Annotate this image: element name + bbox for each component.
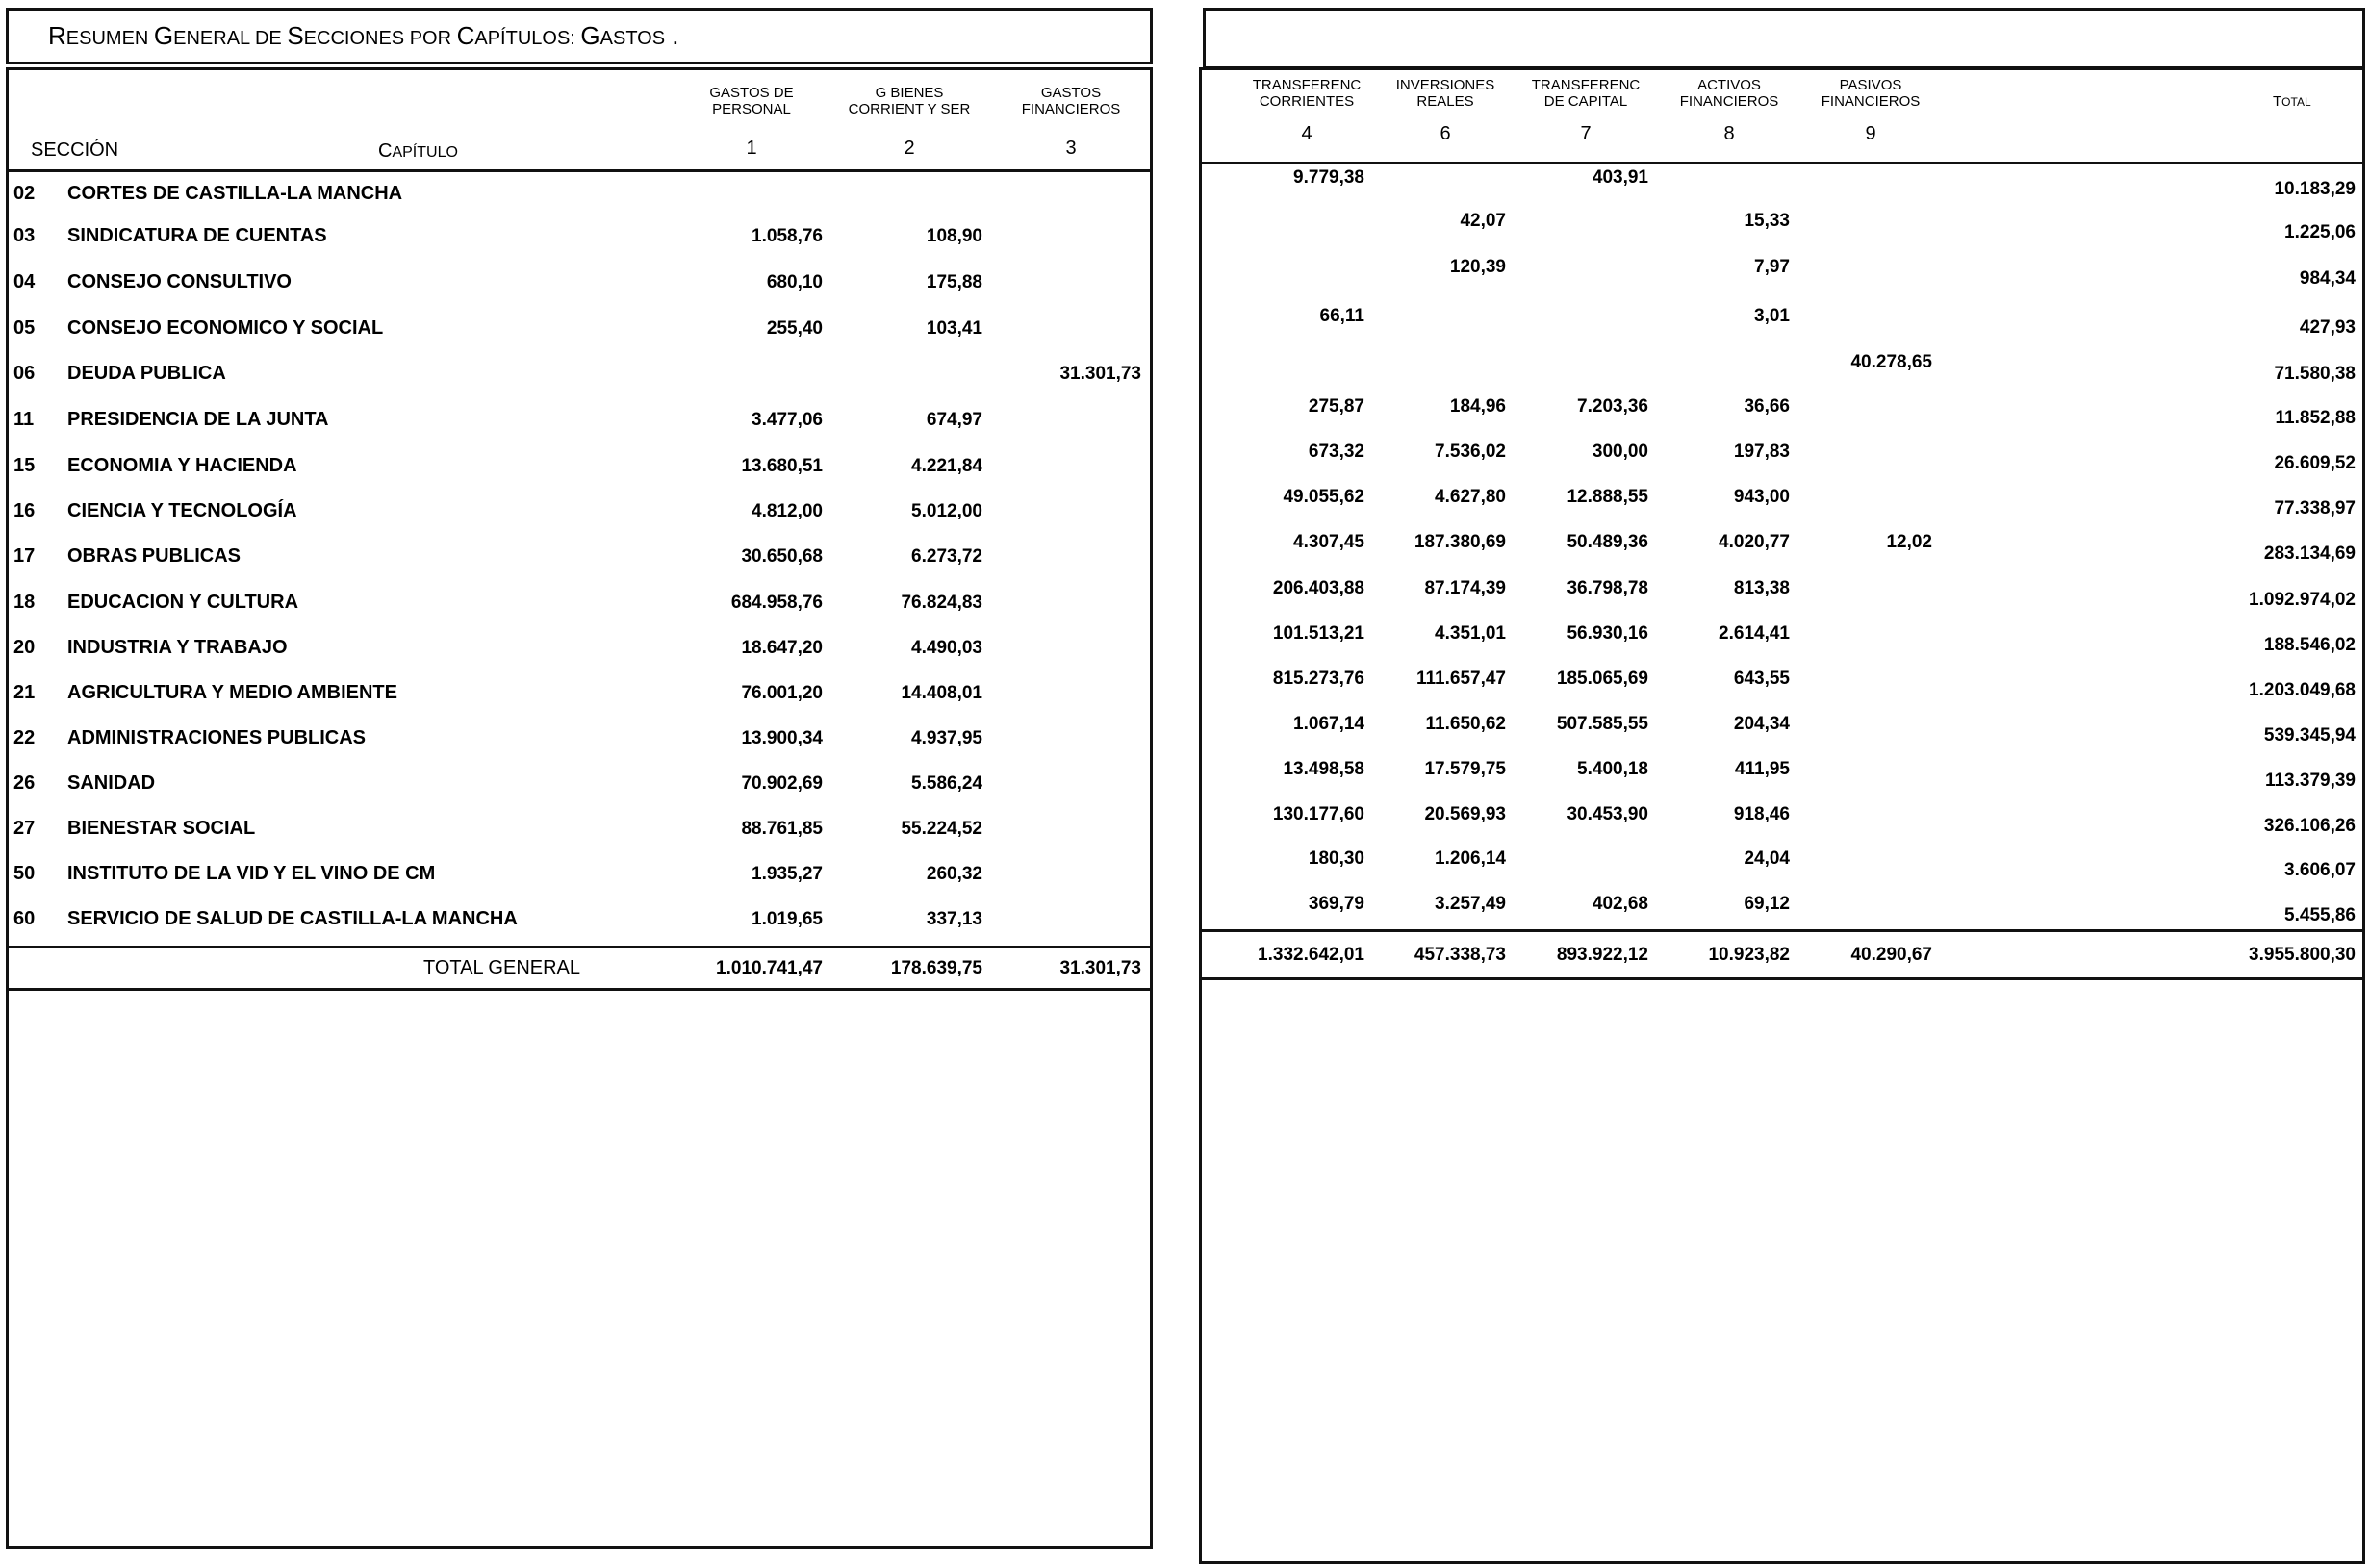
cell-value: 17.579,75 [1424,759,1506,779]
section-code: 22 [13,727,36,748]
cell-value: 13.680,51 [741,456,823,476]
row-total: 188.546,02 [2263,635,2356,655]
total-value: 457.338,73 [1414,945,1506,965]
cell-value: 918,46 [1733,804,1790,824]
cell-value: 42,07 [1460,211,1506,231]
title-part: C [456,21,475,50]
section-code: 03 [13,225,36,246]
cell-value: 260,32 [926,864,982,884]
cell-value: 674,97 [926,410,982,430]
section-name: OBRAS PUBLICAS [67,545,242,567]
cell-value: 943,00 [1733,487,1790,507]
total-header-initial: T [2273,93,2282,110]
cell-value: 55.224,52 [901,819,982,839]
title-part: R [48,21,66,50]
cell-value: 18.647,20 [741,638,823,658]
cell-value: 4.937,95 [911,728,982,748]
cell-value: 31.301,73 [1059,364,1141,384]
section-code: 15 [13,455,36,476]
section-name: DEUDA PUBLICA [67,363,226,384]
row-total: 11.852,88 [2275,408,2356,428]
row-total: 71.580,38 [2274,364,2356,384]
section-name: CORTES DE CASTILLA-LA MANCHA [67,183,403,204]
column-header-number: 8 [1723,123,1735,144]
column-header-number: 7 [1580,123,1592,144]
column-header-label: PASIVOS FINANCIEROS [1821,77,1921,110]
row-total: 113.379,39 [2264,771,2356,791]
right-body-divider-top [1199,929,2365,932]
column-header-label: GASTOS DE PERSONAL [709,85,794,117]
section-code: 18 [13,592,36,613]
cell-value: 680,10 [766,272,823,292]
row-total: 283.134,69 [2263,544,2356,564]
cell-value: 4.351,01 [1435,623,1506,644]
cell-value: 14.408,01 [901,683,982,703]
cell-value: 684.958,76 [730,593,823,613]
section-name: ADMINISTRACIONES PUBLICAS [67,727,367,748]
cell-value: 7.536,02 [1435,442,1506,462]
cell-value: 5.400,18 [1577,759,1648,779]
cell-value: 185.065,69 [1556,669,1648,689]
title-part: . [665,21,679,50]
title-part: APÍTULOS: [474,28,581,49]
section-name: ECONOMIA Y HACIENDA [67,455,297,476]
section-code: 50 [13,863,36,884]
row-total: 326.106,26 [2263,816,2356,836]
cell-value: 13.900,34 [741,728,823,748]
title-part: ENERAL DE [173,28,288,49]
cell-value: 101.513,21 [1272,623,1364,644]
title-part: ESUMEN [65,28,154,49]
total-general-label: TOTAL GENERAL [423,957,581,978]
section-name: SERVICIO DE SALUD DE CASTILLA-LA MANCHA [67,908,518,929]
cell-value: 24,04 [1744,848,1790,869]
cell-value: 5.012,00 [911,501,982,521]
cell-value: 88.761,85 [741,819,823,839]
cell-value: 3.477,06 [752,410,823,430]
cell-value: 643,55 [1733,669,1790,689]
column-header-number: 6 [1440,123,1451,144]
cell-value: 1.206,14 [1435,848,1506,869]
title-part: G [580,21,600,50]
column-header-number: 3 [1065,138,1077,159]
cell-value: 69,12 [1744,894,1790,914]
column-header-label: TRANSFERENC CORRIENTES [1252,77,1362,110]
section-code: 17 [13,545,36,567]
section-code: 04 [13,271,36,292]
column-header-label: ACTIVOS FINANCIEROS [1679,77,1779,110]
total-value: 10.923,82 [1708,945,1790,965]
section-code: 26 [13,772,36,794]
total-header-rest: OTAL [2281,95,2311,109]
cell-value: 337,13 [926,909,982,929]
cell-value: 12.888,55 [1567,487,1648,507]
section-name: INDUSTRIA Y TRABAJO [67,637,288,658]
row-total: 5.455,86 [2284,905,2356,925]
section-code: 11 [13,409,35,430]
cell-value: 87.174,39 [1424,578,1506,598]
cell-value: 7.203,36 [1577,396,1648,417]
section-name: CIENCIA Y TECNOLOGÍA [67,500,297,521]
section-name: SINDICATURA DE CUENTAS [67,225,327,246]
page-title [48,21,679,51]
cell-value: 507.585,55 [1556,714,1648,734]
total-column-header [2273,93,2311,111]
cell-value: 49.055,62 [1283,487,1364,507]
section-code: 16 [13,500,36,521]
cell-value: 40.278,65 [1850,352,1932,372]
column-header-number: 1 [746,138,757,159]
cell-value: 180,30 [1308,848,1364,869]
column-header-number: 4 [1301,123,1312,144]
section-code: 21 [13,682,36,703]
total-value: 31.301,73 [1059,958,1141,978]
column-header-label: INVERSIONES REALES [1395,77,1495,110]
column-header-number: 2 [904,138,915,159]
cell-value: 70.902,69 [741,773,823,794]
cell-value: 20.569,93 [1424,804,1506,824]
cell-value: 255,40 [766,318,823,339]
cell-value: 103,41 [926,318,982,339]
cell-value: 3,01 [1754,306,1790,326]
cell-value: 402,68 [1592,894,1648,914]
capitulo-header-rest: APÍTULO [392,144,458,161]
column-header-label: TRANSFERENC DE CAPITAL [1531,77,1641,110]
cell-value: 2.614,41 [1719,623,1790,644]
cell-value: 66,11 [1319,306,1364,326]
cell-value: 120,39 [1449,257,1506,277]
cell-value: 1.935,27 [752,864,823,884]
title-part: ECCIONES POR [303,28,457,49]
row-total: 539.345,94 [2263,725,2356,746]
cell-value: 300,00 [1592,442,1648,462]
row-total: 10.183,29 [2274,179,2356,199]
total-value: 3.955.800,30 [2249,945,2356,965]
cell-value: 111.657,47 [1416,669,1506,689]
cell-value: 4.627,80 [1435,487,1506,507]
cell-value: 15,33 [1744,211,1790,231]
cell-value: 197,83 [1733,442,1790,462]
cell-value: 4.490,03 [911,638,982,658]
cell-value: 12,02 [1886,532,1932,552]
cell-value: 13.498,58 [1283,759,1364,779]
cell-value: 187.380,69 [1414,532,1506,552]
cell-value: 4.221,84 [911,456,982,476]
section-name: CONSEJO CONSULTIVO [67,271,292,292]
title-part: G [153,21,174,50]
left-total-divider [6,988,1153,991]
column-header-label: G BIENES CORRIENT Y SER [848,85,971,117]
section-code: 27 [13,818,36,839]
cell-value: 36.798,78 [1567,578,1648,598]
cell-value: 6.273,72 [911,546,982,567]
left-body-divider-top [6,946,1153,948]
section-code: 02 [13,183,36,204]
right-header-divider [1199,162,2365,164]
section-name: SANIDAD [67,772,156,794]
section-name: EDUCACION Y CULTURA [67,592,299,613]
cell-value: 184,96 [1449,396,1506,417]
total-value: 893.922,12 [1556,945,1648,965]
cell-value: 369,79 [1308,894,1364,914]
cell-value: 30.650,68 [741,546,823,567]
cell-value: 3.257,49 [1435,894,1506,914]
left-header-divider [6,169,1153,172]
cell-value: 673,32 [1308,442,1364,462]
cell-value: 403,91 [1592,167,1648,188]
cell-value: 813,38 [1733,578,1790,598]
cell-value: 56.930,16 [1567,623,1648,644]
title-part: S [287,21,304,50]
row-total: 984,34 [2299,268,2356,289]
cell-value: 36,66 [1744,396,1790,417]
cell-value: 206.403,88 [1272,578,1364,598]
cell-value: 130.177,60 [1272,804,1364,824]
capitulo-header-initial: C [378,140,393,162]
cell-value: 11.650,62 [1425,714,1506,734]
cell-value: 7,97 [1754,257,1790,277]
section-code: 20 [13,637,36,658]
cell-value: 275,87 [1308,396,1364,417]
seccion-header: SECCIÓN [31,139,119,161]
total-value: 1.332.642,01 [1258,945,1364,965]
row-total: 1.225,06 [2284,222,2356,242]
section-name: BIENESTAR SOCIAL [67,818,256,839]
column-header-number: 9 [1865,123,1876,144]
right-total-divider [1199,977,2365,980]
section-code: 06 [13,363,36,384]
cell-value: 1.067,14 [1293,714,1364,734]
section-name: INSTITUTO DE LA VID Y EL VINO DE CM [67,863,436,884]
section-name: PRESIDENCIA DE LA JUNTA [67,409,329,430]
cell-value: 1.019,65 [752,909,823,929]
title-part: ASTOS [599,28,666,49]
cell-value: 4.307,45 [1293,532,1364,552]
cell-value: 50.489,36 [1567,532,1648,552]
section-name: AGRICULTURA Y MEDIO AMBIENTE [67,682,397,703]
row-total: 3.606,07 [2284,860,2356,880]
total-value: 1.010.741,47 [716,958,823,978]
right-title-box [1203,8,2365,69]
cell-value: 1.058,76 [752,226,823,246]
row-total: 77.338,97 [2274,498,2356,518]
cell-value: 411,95 [1734,759,1790,779]
row-total: 1.203.049,68 [2249,680,2356,700]
total-value: 40.290,67 [1850,945,1932,965]
capitulo-header [378,140,458,163]
cell-value: 175,88 [926,272,982,292]
section-name: CONSEJO ECONOMICO Y SOCIAL [67,317,384,339]
total-value: 178.639,75 [890,958,982,978]
cell-value: 4.812,00 [752,501,823,521]
cell-value: 204,34 [1733,714,1790,734]
cell-value: 108,90 [926,226,982,246]
cell-value: 76.001,20 [741,683,823,703]
row-total: 26.609,52 [2274,453,2356,473]
section-code: 05 [13,317,36,339]
cell-value: 5.586,24 [911,773,982,794]
cell-value: 4.020,77 [1719,532,1790,552]
column-header-label: GASTOS FINANCIEROS [1021,85,1121,117]
row-total: 427,93 [2299,317,2356,338]
cell-value: 30.453,90 [1567,804,1648,824]
cell-value: 76.824,83 [901,593,982,613]
row-total: 1.092.974,02 [2249,590,2356,610]
section-code: 60 [13,908,36,929]
cell-value: 815.273,76 [1272,669,1364,689]
cell-value: 9.779,38 [1293,167,1364,188]
